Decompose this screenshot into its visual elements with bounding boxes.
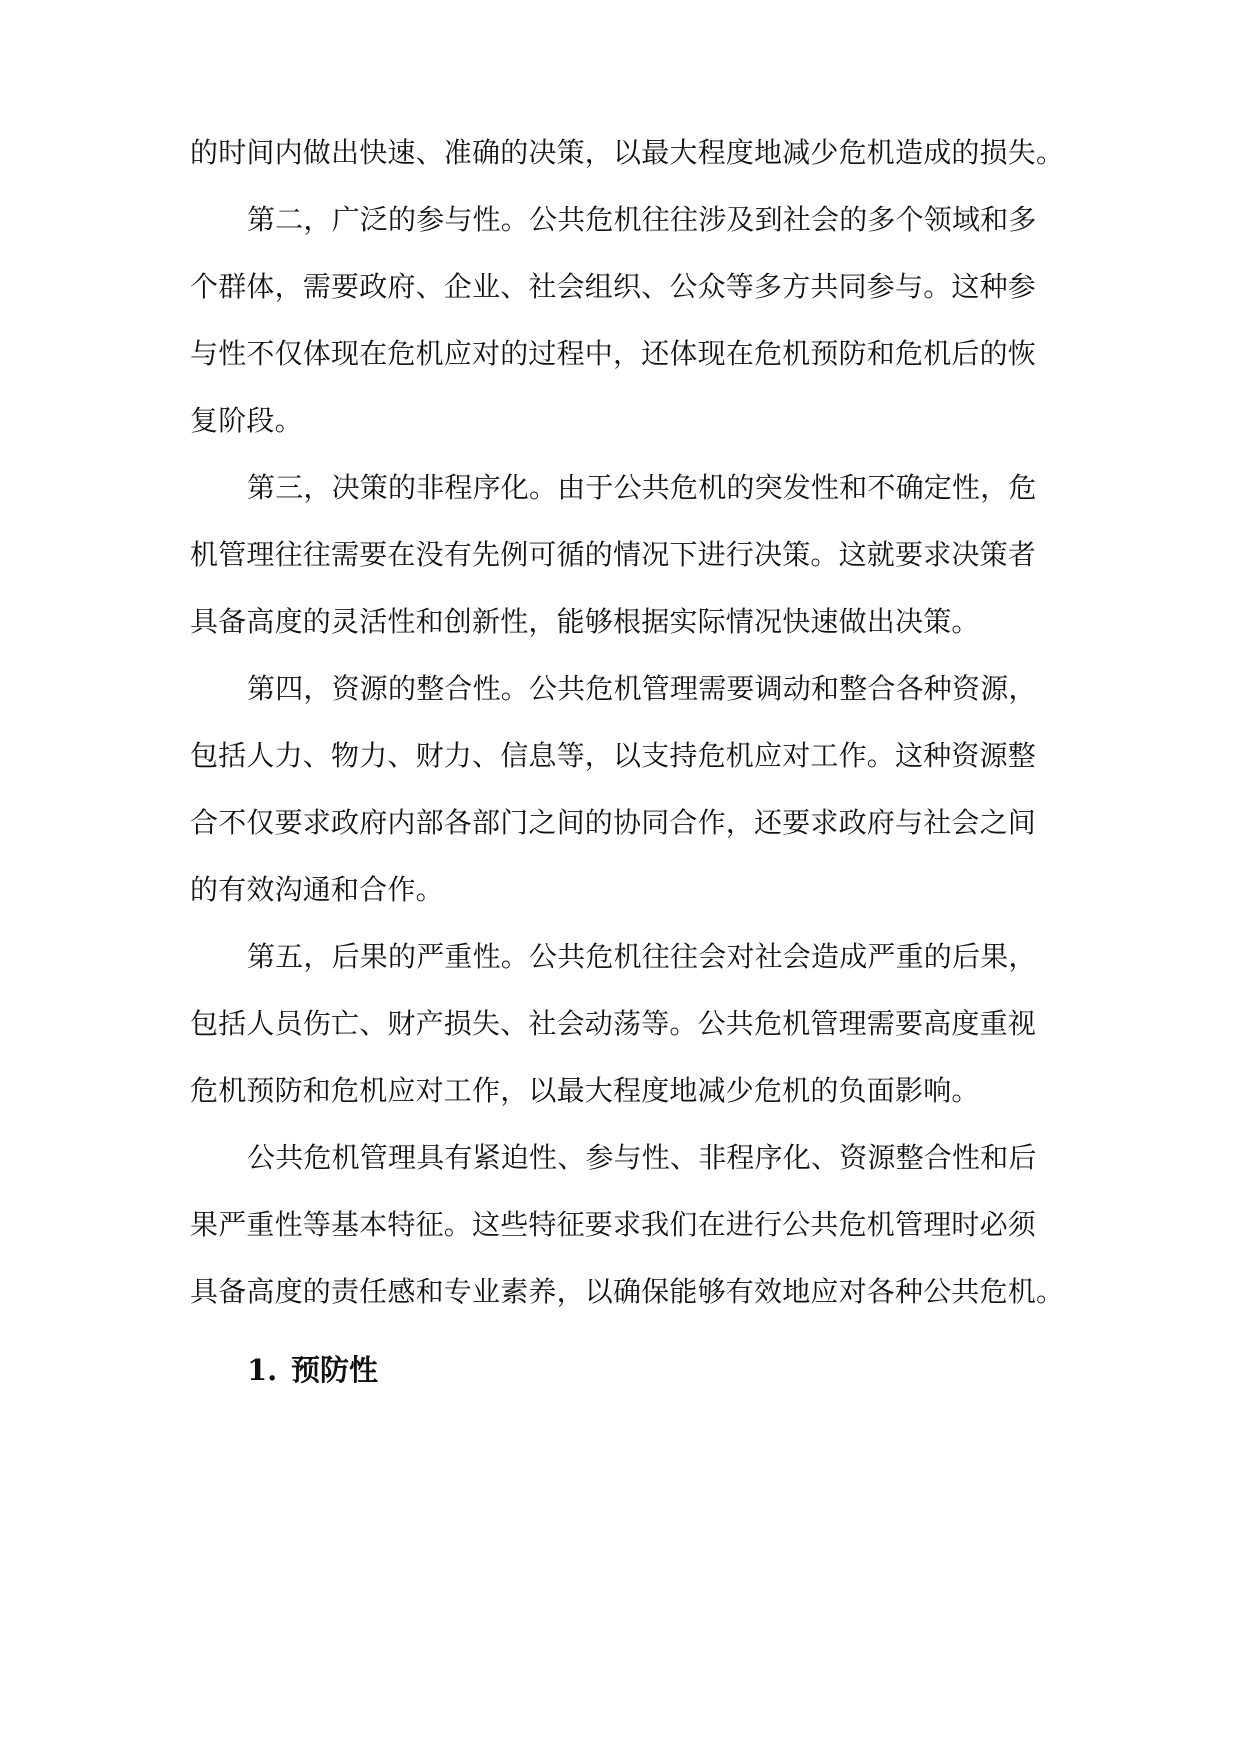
heading-number: 1. bbox=[247, 1353, 278, 1387]
paragraph-line: 的时间内做出快速、准确的决策，以最大程度地减少危机造成的损失。 bbox=[190, 136, 1065, 169]
paragraph-line: 包括人力、物力、财力、信息等，以支持危机应对工作。这种资源整 bbox=[190, 739, 1037, 772]
paragraph-line: 公共危机管理具有紧迫性、参与性、非程序化、资源整合性和后 bbox=[247, 1141, 1037, 1174]
paragraph-line: 具备高度的灵活性和创新性，能够根据实际情况快速做出决策。 bbox=[190, 605, 980, 638]
paragraph-line: 第二，广泛的参与性。公共危机往往涉及到社会的多个领域和多 bbox=[247, 203, 1037, 236]
paragraph-line: 与性不仅体现在危机应对的过程中，还体现在危机预防和危机后的恢 bbox=[190, 337, 1037, 370]
paragraph-line: 合不仅要求政府内部各部门之间的协同合作，还要求政府与社会之间 bbox=[190, 806, 1037, 839]
paragraph-line: 个群体，需要政府、企业、社会组织、公众等多方共同参与。这种参 bbox=[190, 270, 1037, 303]
paragraph-line: 危机预防和危机应对工作，以最大程度地减少危机的负面影响。 bbox=[190, 1074, 980, 1107]
heading-title: 预防性 bbox=[291, 1353, 379, 1387]
paragraph-line: 具备高度的责任感和专业素养，以确保能够有效地应对各种公共危机。 bbox=[190, 1275, 1065, 1308]
section-heading bbox=[247, 1350, 378, 1390]
paragraph-line: 果严重性等基本特征。这些特征要求我们在进行公共危机管理时必须 bbox=[190, 1208, 1037, 1241]
paragraph-line: 复阶段。 bbox=[190, 404, 303, 437]
paragraph-line: 第四，资源的整合性。公共危机管理需要调动和整合各种资源， bbox=[247, 672, 1037, 705]
paragraph-line: 的有效沟通和合作。 bbox=[190, 873, 444, 906]
paragraph-line: 第五，后果的严重性。公共危机往往会对社会造成严重的后果， bbox=[247, 940, 1037, 973]
paragraph-line: 第三，决策的非程序化。由于公共危机的突发性和不确定性，危 bbox=[247, 471, 1037, 504]
paragraph-line: 机管理往往需要在没有先例可循的情况下进行决策。这就要求决策者 bbox=[190, 538, 1037, 571]
paragraph-line: 包括人员伤亡、财产损失、社会动荡等。公共危机管理需要高度重视 bbox=[190, 1007, 1037, 1040]
